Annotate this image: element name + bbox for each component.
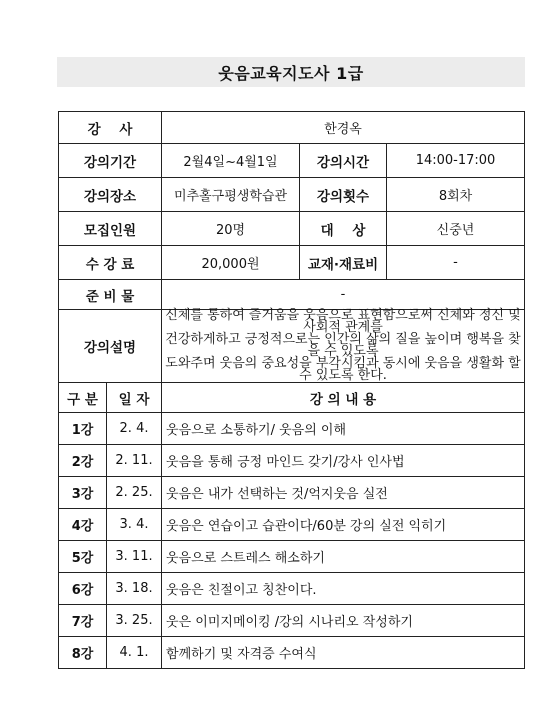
desc-label: 강의설명	[59, 310, 162, 383]
period-value: 2월4일~4월1일	[162, 144, 300, 178]
session-content: 웃음으로 소통하기/ 웃음의 이해	[162, 413, 525, 445]
session-number: 7강	[59, 605, 107, 637]
table-row	[59, 541, 525, 573]
session-number: 6강	[59, 573, 107, 605]
prep-label: 준 비 물	[59, 280, 162, 310]
session-content: 웃음은 친절이고 칭찬이다.	[162, 573, 525, 605]
session-date: 3. 4.	[107, 509, 162, 541]
fee-value: 20,000원	[162, 246, 300, 280]
session-content: 웃음으로 스트레스 해소하기	[162, 541, 525, 573]
table-row	[59, 445, 525, 477]
session-number: 1강	[59, 413, 107, 445]
instructor-label: 강 사	[59, 112, 162, 144]
session-number: 3강	[59, 477, 107, 509]
sessions-value: 8회차	[387, 178, 525, 212]
table-row	[59, 509, 525, 541]
place-label: 강의장소	[59, 178, 162, 212]
session-content: 함께하기 및 자격증 수여식	[162, 637, 525, 669]
capacity-value: 20명	[162, 212, 300, 246]
prep-value: -	[162, 280, 525, 310]
session-date: 2. 25.	[107, 477, 162, 509]
table-row	[59, 573, 525, 605]
session-date: 3. 11.	[107, 541, 162, 573]
session-number: 8강	[59, 637, 107, 669]
table-row	[59, 637, 525, 669]
session-number: 4강	[59, 509, 107, 541]
session-content: 웃음을 통해 긍정 마인드 갖기/강사 인사법	[162, 445, 525, 477]
desc-line: 도와주며 웃음의 중요성을 부각시킴과 동시에 웃음을 생활화 할 수 있도록 한다.	[165, 356, 521, 383]
time-label: 강의시간	[300, 144, 387, 178]
session-date: 3. 25.	[107, 605, 162, 637]
session-content: 웃음은 연습이고 습관이다/60분 강의 실전 익히기	[162, 509, 525, 541]
capacity-label: 모집인원	[59, 212, 162, 246]
course-description	[162, 310, 525, 383]
session-date: 4. 1.	[107, 637, 162, 669]
desc-line: 신체를 통하여 즐거움을 웃음으로 표현함으로써 신체와 정신 및 사회적 관계를	[165, 308, 521, 335]
target-label: 대 상	[300, 212, 387, 246]
table-row	[59, 413, 525, 445]
course-table	[58, 111, 525, 669]
desc-line: 건강하게하고 긍정적으로는 인간의 삶의 질을 높이며 행복을 찾을 수 있도록	[165, 332, 521, 359]
content-header: 강 의 내 용	[162, 383, 525, 413]
table-row	[59, 477, 525, 509]
fee-label: 수 강 료	[59, 246, 162, 280]
session-number: 5강	[59, 541, 107, 573]
session-number: 2강	[59, 445, 107, 477]
page-title: 웃음교육지도사 1급	[57, 57, 525, 87]
target-value: 신중년	[387, 212, 525, 246]
material-value: -	[387, 246, 525, 280]
session-content: 웃은 이미지메이킹 /강의 시나리오 작성하기	[162, 605, 525, 637]
division-header: 구 분	[59, 383, 107, 413]
session-date: 2. 4.	[107, 413, 162, 445]
period-label: 강의기간	[59, 144, 162, 178]
session-date: 3. 18.	[107, 573, 162, 605]
table-row	[59, 605, 525, 637]
date-header: 일 자	[107, 383, 162, 413]
material-label: 교재·재료비	[300, 246, 387, 280]
session-date: 2. 11.	[107, 445, 162, 477]
sessions-label: 강의횟수	[300, 178, 387, 212]
session-content: 웃음은 내가 선택하는 것/억지웃음 실전	[162, 477, 525, 509]
time-value: 14:00-17:00	[387, 144, 525, 178]
place-value: 미추홀구평생학습관	[162, 178, 300, 212]
instructor-value: 한경옥	[162, 112, 525, 144]
